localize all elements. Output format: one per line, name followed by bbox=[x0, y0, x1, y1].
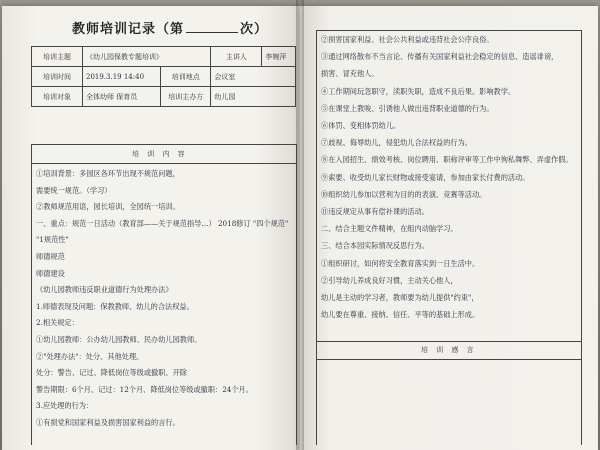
handwritten-line: ⑩组织幼儿参加以营利为目的的表演、竞赛等活动。 bbox=[321, 189, 487, 199]
handwritten-line: ①有损党和国家利益及损害国家利益的言行。 bbox=[36, 418, 180, 427]
handwritten-line: ④工作期间玩忽职守，渎职失职，造成不良后果。影响教学。 bbox=[321, 86, 516, 96]
topic-label: 培训主题 bbox=[32, 47, 83, 67]
handwritten-line: ⑤在课堂上教唆、引诱他人做出违背职业道德的行为。 bbox=[321, 103, 494, 113]
handwritten-line: 2.相关规定： bbox=[36, 318, 79, 328]
handwritten-line: "1规范性" bbox=[36, 235, 69, 245]
info-table bbox=[31, 46, 296, 107]
time-label: 培训时间 bbox=[32, 67, 83, 87]
handwritten-line: ⑪违反规定从事有偿补课的活动。 bbox=[321, 207, 429, 216]
place-label: 培训地点 bbox=[161, 67, 211, 87]
document-title bbox=[72, 18, 268, 37]
info-row-topic bbox=[32, 47, 296, 67]
title-blank bbox=[186, 32, 238, 33]
reflection-divider bbox=[317, 359, 581, 360]
handwritten-line: ①幼儿园教师：公办幼儿园教师、民办幼儿园教师。 bbox=[36, 335, 202, 344]
info-row-target bbox=[32, 87, 296, 107]
time-value: 2019.3.19 14:40 bbox=[83, 67, 161, 87]
handwritten-line: ⑦歧视、侮辱幼儿，侵犯幼儿合法权益的行为。 bbox=[321, 138, 472, 148]
target-label: 培训对象 bbox=[32, 87, 83, 107]
handwritten-line: ⑨索要、收受幼儿家长财物或接受宴请，参加由家长付费的活动。 bbox=[321, 172, 530, 182]
handwritten-line: 幼儿是主动的学习者，教师要为幼儿提供"约束"， bbox=[321, 293, 479, 302]
reflection-divider-top bbox=[317, 341, 581, 342]
handwritten-line: 幼儿要在尊重、接纳、信任、平等的基础上形成。 bbox=[321, 310, 480, 320]
handwritten-line: ③通过网络散布不当言论、传播有关国家利益社会稳定的信息、造谣诽谤， bbox=[321, 52, 559, 62]
handwritten-line: ②损害国家利益、社会公共利益或违背社会公序良俗。 bbox=[321, 35, 494, 44]
content-box-continued bbox=[316, 30, 582, 445]
handwritten-line: 处分：警告、记过、降低岗位等级或撤职、开除 bbox=[36, 368, 187, 378]
handwritten-line: ①培训背景：多园区各环节出现不规范问题， bbox=[36, 169, 180, 178]
handwritten-line: ①组织研讨，如何将安全教育落实到一日生活中。 bbox=[321, 258, 480, 268]
topic-value: 《幼儿园保教专题培训》 bbox=[83, 47, 211, 67]
handwritten-line: 需要统一规范。（学习） bbox=[36, 185, 112, 195]
handwritten-line: 《幼儿园教师违反职业道德行为处理办法》 bbox=[36, 285, 173, 295]
handwritten-line: 三、结合本园实际情况反思行为。 bbox=[321, 241, 429, 251]
organizer-value: 幼儿园 bbox=[211, 87, 296, 107]
info-row-time bbox=[32, 67, 296, 87]
handwritten-line: ⑧在入园招生、绩效考核、岗位聘用、职称评审等工作中徇私舞弊、弄虚作假。 bbox=[321, 155, 573, 165]
handwritten-line: 一、重点：规范一日活动（教育部——关于规范指导…） 2018修订 "四个规范" bbox=[36, 218, 289, 228]
content-box bbox=[31, 144, 297, 445]
handwritten-line: 师德建设 bbox=[36, 268, 65, 278]
title-prefix: 教师培训记录（第 bbox=[72, 22, 185, 37]
handwritten-line: 损害、冒充他人。 bbox=[321, 69, 379, 79]
handwritten-line: 警告期限：6个月、记过：12个月、降低岗位等级或撤职：24个月。 bbox=[36, 384, 253, 394]
place-value: 会议室 bbox=[211, 67, 296, 87]
organizer-label: 培训主办方 bbox=[161, 87, 211, 107]
title-suffix: 次） bbox=[240, 22, 269, 37]
book-gutter bbox=[296, 0, 304, 450]
handwritten-line: ②"处理办法"：处分、其他处理。 bbox=[36, 351, 144, 361]
content-header-divider bbox=[32, 163, 296, 164]
handwritten-line: 1.师德表现及问题：保教教师、幼儿的合法权益。 bbox=[36, 301, 194, 311]
handwritten-line: 二、结合主题文件精神，在组内动脑学习。 bbox=[321, 224, 458, 234]
handwritten-line: ⑥体罚、变相体罚幼儿。 bbox=[321, 121, 401, 130]
handwritten-line: 师德规范 bbox=[36, 252, 65, 261]
handwritten-line: ②引导幼儿养成良好习惯，主动关心他人， bbox=[321, 275, 458, 285]
speaker-label: 主讲人 bbox=[211, 47, 262, 67]
reflection-header: 培 训 感 言 bbox=[421, 346, 477, 354]
handwritten-line: 3.应处理的行为： bbox=[36, 401, 94, 411]
target-value: 全体幼师 保育员 bbox=[83, 87, 161, 107]
content-header: 培 训 内 容 bbox=[132, 150, 188, 158]
handwritten-line: ②教师规范用语，园长培训，全园统一培训。 bbox=[36, 202, 180, 212]
speaker-value: 李婉萍 bbox=[262, 47, 296, 67]
